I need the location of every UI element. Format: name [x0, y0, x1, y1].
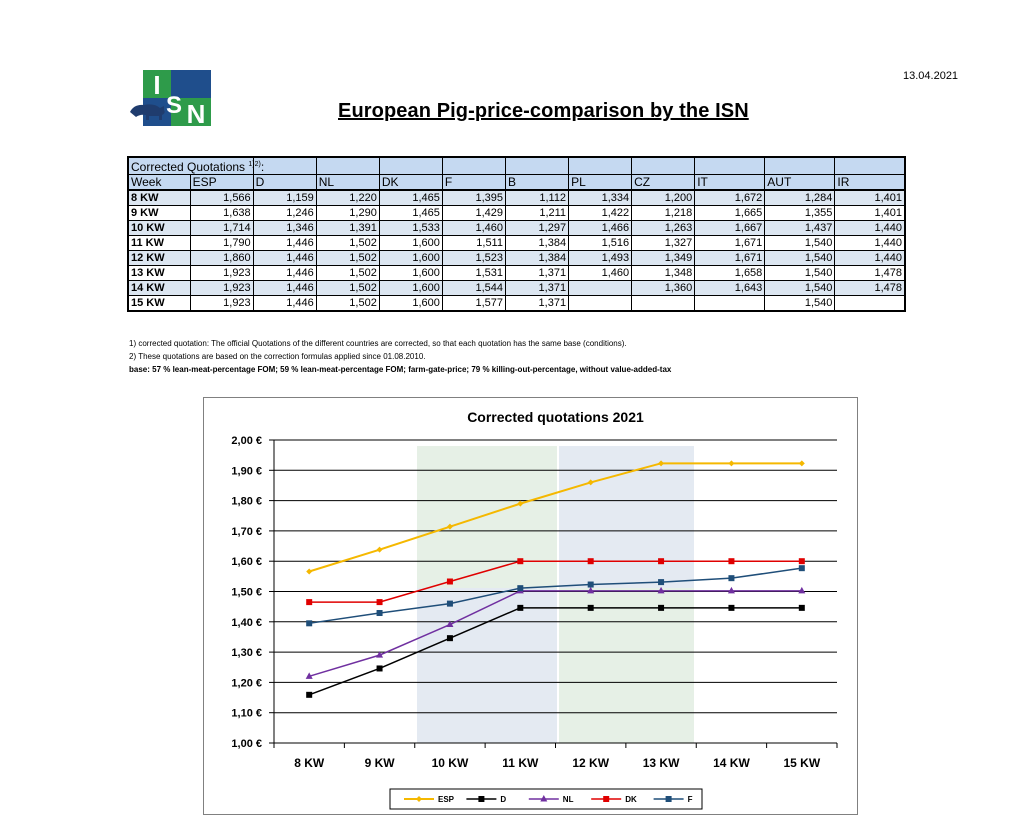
- price-cell: 1,502: [316, 236, 379, 251]
- point-d: [306, 692, 312, 698]
- price-cell: 1,600: [379, 296, 442, 312]
- price-cell: 1,502: [316, 251, 379, 266]
- price-cell: 1,923: [190, 296, 253, 312]
- price-cell: 1,246: [253, 206, 316, 221]
- footnote-1: 1) corrected quotation: The official Quotations of the different countries are corrected, so that each quotation has the same base (conditions).: [129, 339, 627, 348]
- price-cell: 1,533: [379, 221, 442, 236]
- point-d: [799, 605, 805, 611]
- price-cell: 1,284: [765, 190, 835, 206]
- logo-letter-i: I: [153, 70, 161, 100]
- point-dk: [306, 599, 312, 605]
- point-dk: [728, 558, 734, 564]
- chart-title: Corrected quotations 2021: [467, 409, 644, 425]
- price-cell: 1,600: [379, 236, 442, 251]
- table-row: [128, 206, 905, 221]
- price-cell: 1,540: [765, 281, 835, 296]
- point-dk: [447, 579, 453, 585]
- price-cell: 1,220: [316, 190, 379, 206]
- table-body: [128, 190, 905, 311]
- page-title: European Pig-price-comparison by the ISN: [338, 100, 749, 122]
- price-cell: 1,355: [765, 206, 835, 221]
- y-tick-label: 1,10 €: [231, 707, 262, 720]
- price-cell: 1,493: [569, 251, 632, 266]
- logo-letter-n: N: [186, 99, 206, 129]
- price-cell: 1,667: [695, 221, 765, 236]
- price-cell: 1,429: [442, 206, 505, 221]
- table-row: [128, 251, 905, 266]
- point-dk: [588, 558, 594, 564]
- price-cell: 1,395: [442, 190, 505, 206]
- price-cell: 1,446: [253, 251, 316, 266]
- point-d: [658, 605, 664, 611]
- table-caption-row: [128, 157, 905, 175]
- price-cell: 1,290: [316, 206, 379, 221]
- point-nl: [798, 587, 805, 594]
- price-cell: 1,523: [442, 251, 505, 266]
- point-f: [588, 582, 594, 588]
- price-cell: 1,600: [379, 251, 442, 266]
- y-tick-label: 1,20 €: [231, 677, 262, 690]
- price-cell: [695, 296, 765, 312]
- row-week-cell: 10 KW: [128, 221, 190, 236]
- y-tick-label: 1,40 €: [231, 616, 262, 629]
- price-cell: 1,465: [379, 190, 442, 206]
- table-row: [128, 190, 905, 206]
- price-cell: 1,465: [379, 206, 442, 221]
- legend-marker-f: [666, 796, 672, 802]
- price-cell: 1,440: [835, 236, 905, 251]
- price-cell: 1,297: [505, 221, 568, 236]
- price-cell: 1,516: [569, 236, 632, 251]
- x-tick-label: 13 KW: [642, 756, 680, 770]
- point-f: [658, 579, 664, 585]
- price-cell: 1,371: [505, 281, 568, 296]
- price-cell: 1,665: [695, 206, 765, 221]
- col-pl: PL: [569, 175, 632, 191]
- price-cell: 1,540: [765, 251, 835, 266]
- price-cell: 1,540: [765, 236, 835, 251]
- price-cell: 1,327: [632, 236, 695, 251]
- price-cell: 1,446: [253, 281, 316, 296]
- x-tick-label: 11 KW: [502, 756, 539, 770]
- col-it: IT: [695, 175, 765, 191]
- legend-label-f: F: [687, 795, 693, 804]
- table-caption: Corrected Quotations $^{1)2)}$:: [128, 157, 253, 175]
- point-f: [306, 620, 312, 626]
- point-f: [728, 575, 734, 581]
- price-cell: 1,460: [442, 221, 505, 236]
- legend-marker-dk: [603, 796, 609, 802]
- price-cell: 1,334: [569, 190, 632, 206]
- price-cell: 1,349: [632, 251, 695, 266]
- price-cell: 1,923: [190, 281, 253, 296]
- point-d: [447, 635, 453, 641]
- price-cell: 1,200: [632, 190, 695, 206]
- y-tick-label: 1,90 €: [231, 465, 262, 478]
- legend-label-nl: NL: [562, 795, 574, 804]
- footnote-base: base: 57 % lean-meat-percentage FOM; 59 % lean-meat-percentage FOM; farm-gate-price; 79 % killing-out-percentage, without value-added-tax: [129, 365, 672, 374]
- price-cell: 1,218: [632, 206, 695, 221]
- price-cell: 1,348: [632, 266, 695, 281]
- table-row: [128, 236, 905, 251]
- point-dk: [658, 558, 664, 564]
- price-cell: 1,401: [835, 206, 905, 221]
- watermark-block: [559, 588, 694, 743]
- price-cell: 1,478: [835, 281, 905, 296]
- point-d: [588, 605, 594, 611]
- col-nl: NL: [316, 175, 379, 191]
- table-row: [128, 281, 905, 296]
- price-cell: 1,600: [379, 281, 442, 296]
- y-tick-label: 1,50 €: [231, 586, 262, 599]
- price-cell: 1,860: [190, 251, 253, 266]
- price-cell: 1,531: [442, 266, 505, 281]
- point-dk: [377, 599, 383, 605]
- price-cell: [632, 296, 695, 312]
- table-header-row: [128, 175, 905, 191]
- y-tick-label: 1,70 €: [231, 525, 262, 538]
- price-cell: 1,502: [316, 266, 379, 281]
- point-f: [377, 610, 383, 616]
- x-tick-label: 15 KW: [783, 756, 821, 770]
- price-cell: 1,478: [835, 266, 905, 281]
- legend-marker-d: [478, 796, 484, 802]
- price-cell: 1,790: [190, 236, 253, 251]
- price-cell: 1,577: [442, 296, 505, 312]
- point-d: [377, 665, 383, 671]
- quotations-table: [127, 156, 906, 312]
- price-cell: 1,714: [190, 221, 253, 236]
- price-cell: 1,384: [505, 236, 568, 251]
- table-row: [128, 221, 905, 236]
- price-cell: 1,540: [765, 296, 835, 312]
- point-f: [517, 585, 523, 591]
- y-tick-label: 1,30 €: [231, 647, 262, 660]
- x-tick-label: 9 KW: [364, 756, 395, 770]
- table-row: [128, 266, 905, 281]
- row-week-cell: 13 KW: [128, 266, 190, 281]
- y-tick-label: 1,80 €: [231, 495, 262, 508]
- x-tick-label: 14 KW: [713, 756, 750, 770]
- price-cell: 1,643: [695, 281, 765, 296]
- row-week-cell: 14 KW: [128, 281, 190, 296]
- x-tick-label: 8 KW: [294, 756, 325, 770]
- caption-footnote-marks: 1)2): [248, 161, 261, 168]
- price-cell: 1,440: [835, 221, 905, 236]
- price-cell: 1,671: [695, 251, 765, 266]
- point-esp: [377, 547, 383, 553]
- price-cell: 1,511: [442, 236, 505, 251]
- legend-label-dk: DK: [625, 795, 637, 804]
- x-tick-label: 12 KW: [572, 756, 610, 770]
- footnote-2: 2) These quotations are based on the correction formulas applied since 01.08.2010.: [129, 352, 426, 361]
- row-week-cell: 9 KW: [128, 206, 190, 221]
- col-f: F: [442, 175, 505, 191]
- price-cell: 1,422: [569, 206, 632, 221]
- price-cell: 1,446: [253, 296, 316, 312]
- row-week-cell: 11 KW: [128, 236, 190, 251]
- point-dk: [517, 558, 523, 564]
- price-cell: 1,391: [316, 221, 379, 236]
- col-aut: AUT: [765, 175, 835, 191]
- price-cell: 1,600: [379, 266, 442, 281]
- price-cell: 1,502: [316, 296, 379, 312]
- legend-label-d: D: [500, 795, 507, 804]
- point-d: [517, 605, 523, 611]
- price-cell: 1,112: [505, 190, 568, 206]
- x-tick-label: 10 KW: [431, 756, 469, 770]
- point-dk: [799, 558, 805, 564]
- price-cell: 1,371: [505, 266, 568, 281]
- price-cell: 1,540: [765, 266, 835, 281]
- price-cell: 1,466: [569, 221, 632, 236]
- col-d: D: [253, 175, 316, 191]
- quotations-line-chart: [204, 398, 857, 814]
- price-cell: 1,346: [253, 221, 316, 236]
- col-esp: ESP: [190, 175, 253, 191]
- y-tick-label: 1,60 €: [231, 556, 262, 569]
- price-cell: 1,211: [505, 206, 568, 221]
- point-esp: [306, 569, 312, 575]
- price-cell: [835, 296, 905, 312]
- price-cell: 1,566: [190, 190, 253, 206]
- price-cell: 1,672: [695, 190, 765, 206]
- col-ir: IR: [835, 175, 905, 191]
- footnotes: [129, 337, 671, 376]
- price-cell: [569, 281, 632, 296]
- price-cell: 1,923: [190, 266, 253, 281]
- price-cell: 1,460: [569, 266, 632, 281]
- price-cell: 1,263: [632, 221, 695, 236]
- table-row: [128, 296, 905, 312]
- y-tick-label: 2,00 €: [231, 435, 262, 447]
- row-week-cell: 15 KW: [128, 296, 190, 312]
- point-esp: [728, 460, 734, 466]
- isn-logo: [128, 68, 213, 128]
- col-week: Week: [128, 175, 190, 191]
- col-dk: DK: [379, 175, 442, 191]
- price-cell: 1,671: [695, 236, 765, 251]
- price-cell: 1,440: [835, 251, 905, 266]
- price-cell: 1,384: [505, 251, 568, 266]
- chart-frame: [203, 397, 858, 815]
- price-cell: 1,446: [253, 236, 316, 251]
- price-cell: 1,446: [253, 266, 316, 281]
- price-cell: 1,371: [505, 296, 568, 312]
- watermark-block: [417, 588, 557, 743]
- price-cell: 1,401: [835, 190, 905, 206]
- point-esp: [799, 460, 805, 466]
- row-week-cell: 8 KW: [128, 190, 190, 206]
- logo-letter-s: S: [165, 92, 183, 119]
- y-tick-label: 1,00 €: [231, 738, 262, 750]
- price-cell: 1,502: [316, 281, 379, 296]
- price-cell: 1,360: [632, 281, 695, 296]
- price-cell: 1,437: [765, 221, 835, 236]
- point-f: [799, 565, 805, 571]
- report-date: 13.04.2021: [903, 70, 959, 82]
- col-b: B: [505, 175, 568, 191]
- price-cell: 1,159: [253, 190, 316, 206]
- point-d: [728, 605, 734, 611]
- price-cell: 1,658: [695, 266, 765, 281]
- point-nl: [728, 587, 735, 594]
- legend-label-esp: ESP: [438, 795, 455, 804]
- point-f: [447, 601, 453, 607]
- price-cell: 1,638: [190, 206, 253, 221]
- price-cell: [569, 296, 632, 312]
- row-week-cell: 12 KW: [128, 251, 190, 266]
- price-cell: 1,544: [442, 281, 505, 296]
- col-cz: CZ: [632, 175, 695, 191]
